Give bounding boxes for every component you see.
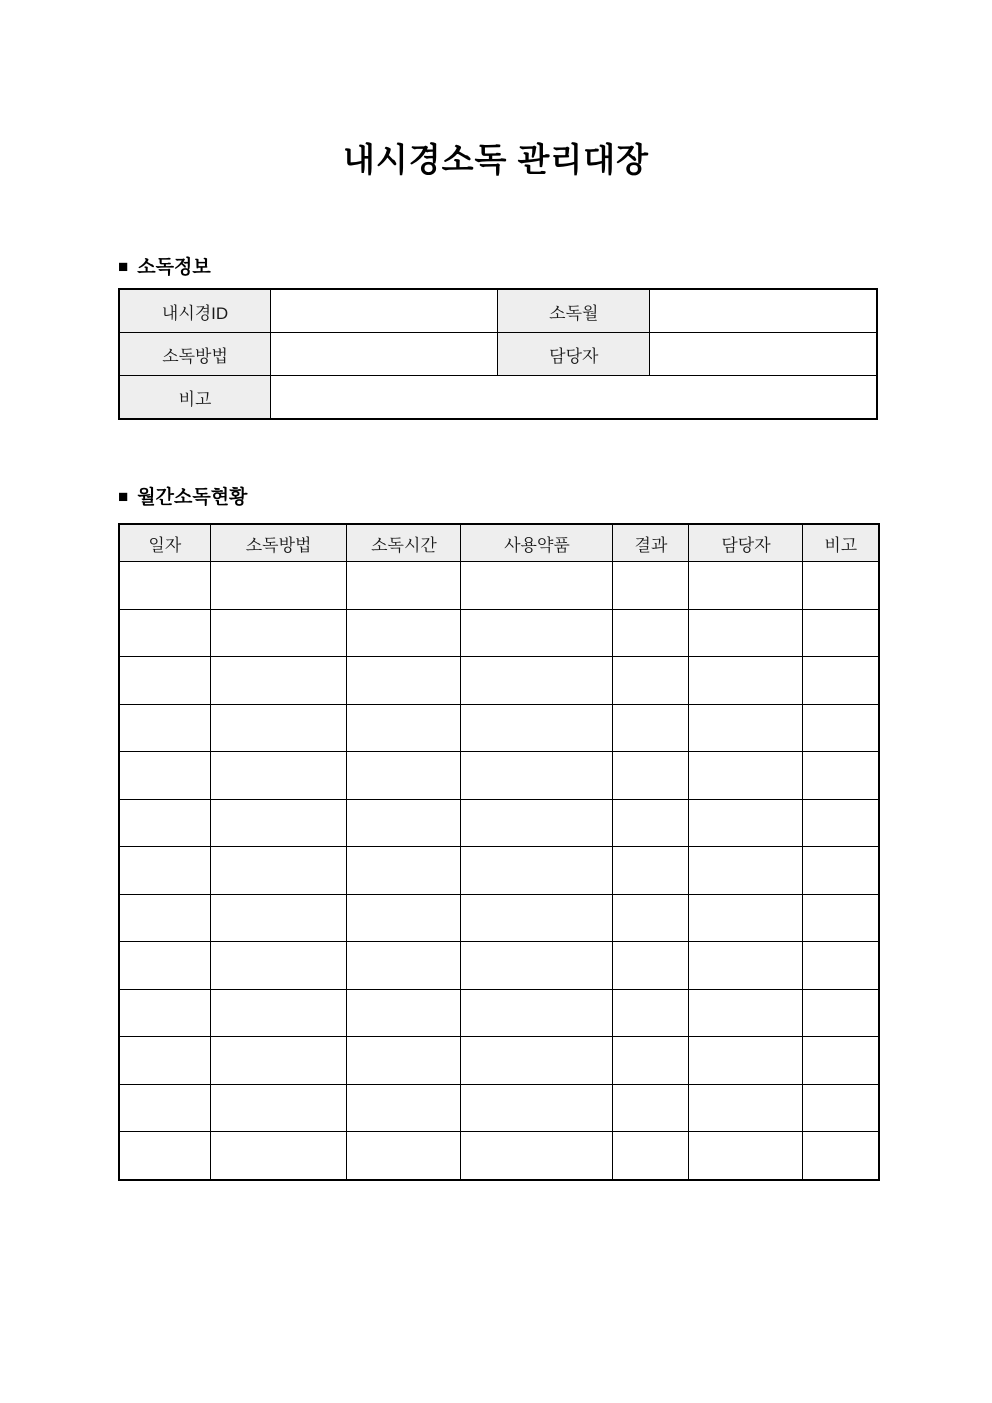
monthly-disinfection-table bbox=[118, 523, 880, 1181]
empty-person-cell bbox=[689, 1037, 803, 1085]
empty-person-cell bbox=[689, 609, 803, 657]
empty-remarks-cell bbox=[803, 989, 879, 1037]
empty-method-cell bbox=[210, 657, 347, 705]
monthly-table-empty-row bbox=[119, 1132, 879, 1180]
endoscope-id-label: 내시경ID bbox=[119, 289, 271, 333]
empty-method-cell bbox=[210, 1132, 347, 1180]
monthly-table-empty-row bbox=[119, 799, 879, 847]
section-title-monthly-status: 월간소독현황 bbox=[137, 487, 248, 508]
empty-time-cell bbox=[347, 989, 461, 1037]
monthly-table-empty-row bbox=[119, 989, 879, 1037]
empty-method-cell bbox=[210, 799, 347, 847]
empty-time-cell bbox=[347, 752, 461, 800]
person-in-charge-value-cell bbox=[650, 333, 877, 376]
section-header-monthly-status bbox=[118, 482, 247, 509]
monthly-table-empty-row bbox=[119, 562, 879, 610]
empty-time-cell bbox=[347, 1037, 461, 1085]
empty-person-cell bbox=[689, 847, 803, 895]
empty-chemical-cell bbox=[461, 562, 613, 610]
empty-time-cell bbox=[347, 894, 461, 942]
section-bullet-icon: ■ bbox=[118, 487, 129, 506]
disinfection-month-label: 소독월 bbox=[498, 289, 650, 333]
remarks-value-cell bbox=[271, 376, 877, 420]
empty-result-cell bbox=[613, 657, 689, 705]
monthly-table-empty-row bbox=[119, 752, 879, 800]
section-header-disinfection-info bbox=[118, 252, 211, 279]
endoscope-id-value-cell bbox=[271, 289, 498, 333]
empty-date-cell bbox=[119, 609, 210, 657]
empty-chemical-cell bbox=[461, 942, 613, 990]
empty-result-cell bbox=[613, 799, 689, 847]
empty-method-cell bbox=[210, 847, 347, 895]
column-header-time: 소독시간 bbox=[347, 524, 461, 562]
person-in-charge-label: 담당자 bbox=[498, 333, 650, 376]
info-table-row bbox=[119, 376, 877, 420]
empty-date-cell bbox=[119, 1132, 210, 1180]
empty-result-cell bbox=[613, 1084, 689, 1132]
empty-result-cell bbox=[613, 704, 689, 752]
empty-chemical-cell bbox=[461, 1132, 613, 1180]
empty-person-cell bbox=[689, 562, 803, 610]
empty-result-cell bbox=[613, 894, 689, 942]
empty-chemical-cell bbox=[461, 752, 613, 800]
empty-date-cell bbox=[119, 752, 210, 800]
monthly-table-body bbox=[119, 562, 879, 1180]
empty-remarks-cell bbox=[803, 752, 879, 800]
disinfection-method-value-cell bbox=[271, 333, 498, 376]
empty-date-cell bbox=[119, 1037, 210, 1085]
column-header-person: 담당자 bbox=[689, 524, 803, 562]
empty-method-cell bbox=[210, 562, 347, 610]
column-header-date: 일자 bbox=[119, 524, 210, 562]
empty-chemical-cell bbox=[461, 1084, 613, 1132]
empty-time-cell bbox=[347, 799, 461, 847]
empty-method-cell bbox=[210, 942, 347, 990]
info-table-row bbox=[119, 289, 877, 333]
empty-time-cell bbox=[347, 704, 461, 752]
empty-time-cell bbox=[347, 562, 461, 610]
empty-date-cell bbox=[119, 799, 210, 847]
empty-result-cell bbox=[613, 609, 689, 657]
monthly-table-header-row bbox=[119, 524, 879, 562]
empty-method-cell bbox=[210, 704, 347, 752]
monthly-table-empty-row bbox=[119, 1084, 879, 1132]
empty-date-cell bbox=[119, 657, 210, 705]
empty-result-cell bbox=[613, 942, 689, 990]
column-header-method: 소독방법 bbox=[210, 524, 347, 562]
empty-date-cell bbox=[119, 1084, 210, 1132]
empty-person-cell bbox=[689, 752, 803, 800]
empty-date-cell bbox=[119, 704, 210, 752]
empty-result-cell bbox=[613, 562, 689, 610]
empty-person-cell bbox=[689, 894, 803, 942]
document-title: 내시경소독 관리대장 bbox=[342, 141, 650, 178]
disinfection-info-table bbox=[118, 288, 878, 420]
remarks-label: 비고 bbox=[119, 376, 271, 420]
section-title-disinfection-info: 소독정보 bbox=[137, 257, 211, 278]
empty-person-cell bbox=[689, 1132, 803, 1180]
monthly-table-empty-row bbox=[119, 609, 879, 657]
empty-result-cell bbox=[613, 1037, 689, 1085]
empty-chemical-cell bbox=[461, 799, 613, 847]
empty-remarks-cell bbox=[803, 942, 879, 990]
empty-time-cell bbox=[347, 942, 461, 990]
empty-method-cell bbox=[210, 1084, 347, 1132]
empty-chemical-cell bbox=[461, 894, 613, 942]
empty-time-cell bbox=[347, 847, 461, 895]
empty-date-cell bbox=[119, 989, 210, 1037]
empty-date-cell bbox=[119, 894, 210, 942]
monthly-table-empty-row bbox=[119, 657, 879, 705]
column-header-result: 결과 bbox=[613, 524, 689, 562]
empty-remarks-cell bbox=[803, 609, 879, 657]
empty-chemical-cell bbox=[461, 657, 613, 705]
empty-result-cell bbox=[613, 752, 689, 800]
disinfection-method-label: 소독방법 bbox=[119, 333, 271, 376]
empty-person-cell bbox=[689, 704, 803, 752]
empty-remarks-cell bbox=[803, 1084, 879, 1132]
empty-result-cell bbox=[613, 847, 689, 895]
empty-person-cell bbox=[689, 657, 803, 705]
section-bullet-icon: ■ bbox=[118, 257, 129, 276]
empty-chemical-cell bbox=[461, 989, 613, 1037]
empty-remarks-cell bbox=[803, 1132, 879, 1180]
empty-remarks-cell bbox=[803, 562, 879, 610]
info-table-row bbox=[119, 333, 877, 376]
empty-result-cell bbox=[613, 1132, 689, 1180]
monthly-table-empty-row bbox=[119, 704, 879, 752]
empty-chemical-cell bbox=[461, 1037, 613, 1085]
empty-chemical-cell bbox=[461, 609, 613, 657]
monthly-table-empty-row bbox=[119, 847, 879, 895]
empty-time-cell bbox=[347, 1132, 461, 1180]
column-header-chemical: 사용약품 bbox=[461, 524, 613, 562]
column-header-remarks: 비고 bbox=[803, 524, 879, 562]
empty-remarks-cell bbox=[803, 799, 879, 847]
empty-method-cell bbox=[210, 894, 347, 942]
empty-time-cell bbox=[347, 657, 461, 705]
empty-remarks-cell bbox=[803, 704, 879, 752]
empty-time-cell bbox=[347, 1084, 461, 1132]
empty-remarks-cell bbox=[803, 847, 879, 895]
empty-person-cell bbox=[689, 942, 803, 990]
empty-person-cell bbox=[689, 1084, 803, 1132]
empty-remarks-cell bbox=[803, 1037, 879, 1085]
empty-method-cell bbox=[210, 609, 347, 657]
empty-chemical-cell bbox=[461, 847, 613, 895]
disinfection-month-value-cell bbox=[650, 289, 877, 333]
monthly-table-empty-row bbox=[119, 942, 879, 990]
empty-person-cell bbox=[689, 799, 803, 847]
empty-chemical-cell bbox=[461, 704, 613, 752]
empty-date-cell bbox=[119, 847, 210, 895]
empty-method-cell bbox=[210, 752, 347, 800]
empty-date-cell bbox=[119, 942, 210, 990]
empty-remarks-cell bbox=[803, 894, 879, 942]
empty-date-cell bbox=[119, 562, 210, 610]
empty-method-cell bbox=[210, 989, 347, 1037]
empty-time-cell bbox=[347, 609, 461, 657]
monthly-table-empty-row bbox=[119, 1037, 879, 1085]
monthly-table-empty-row bbox=[119, 894, 879, 942]
empty-method-cell bbox=[210, 1037, 347, 1085]
empty-result-cell bbox=[613, 989, 689, 1037]
empty-person-cell bbox=[689, 989, 803, 1037]
empty-remarks-cell bbox=[803, 657, 879, 705]
